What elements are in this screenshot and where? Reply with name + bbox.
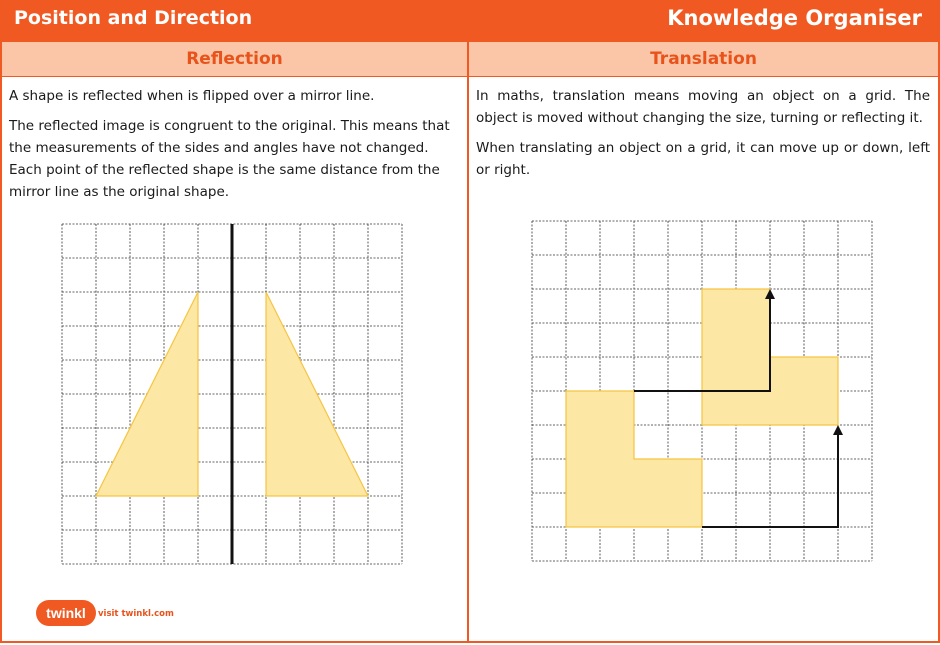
translation-heading: Translation [469,42,938,77]
translation-paragraph-1: In maths, translation means moving an object on a grid. The object is moved without changing the size, turning or reflecting it. [476,88,930,126]
visit-twinkl-link[interactable]: visit twinkl.com [98,609,174,619]
translation-paragraph-2: When translating an object on a grid, it can move up or down, left or right. [476,140,930,178]
arrowhead-2 [833,425,843,435]
reflection-heading: Reflection [2,42,467,77]
twinkl-logo [36,599,98,629]
twinkl-logo-text: twinkl [46,605,86,621]
reflection-paragraph-1: A shape is reflected when is flipped over a mirror line. [9,88,375,104]
page-title: Position and Direction [14,7,253,29]
reflection-paragraph-2: The reflected image is congruent to the original. This means that the measurements of the sides and angles have not changed. Each point of the reflected shape is the same distance from the mirror line as the original shape. [9,118,450,200]
page-subtitle: Knowledge Organiser [667,6,922,30]
original-l-shape [566,391,702,527]
